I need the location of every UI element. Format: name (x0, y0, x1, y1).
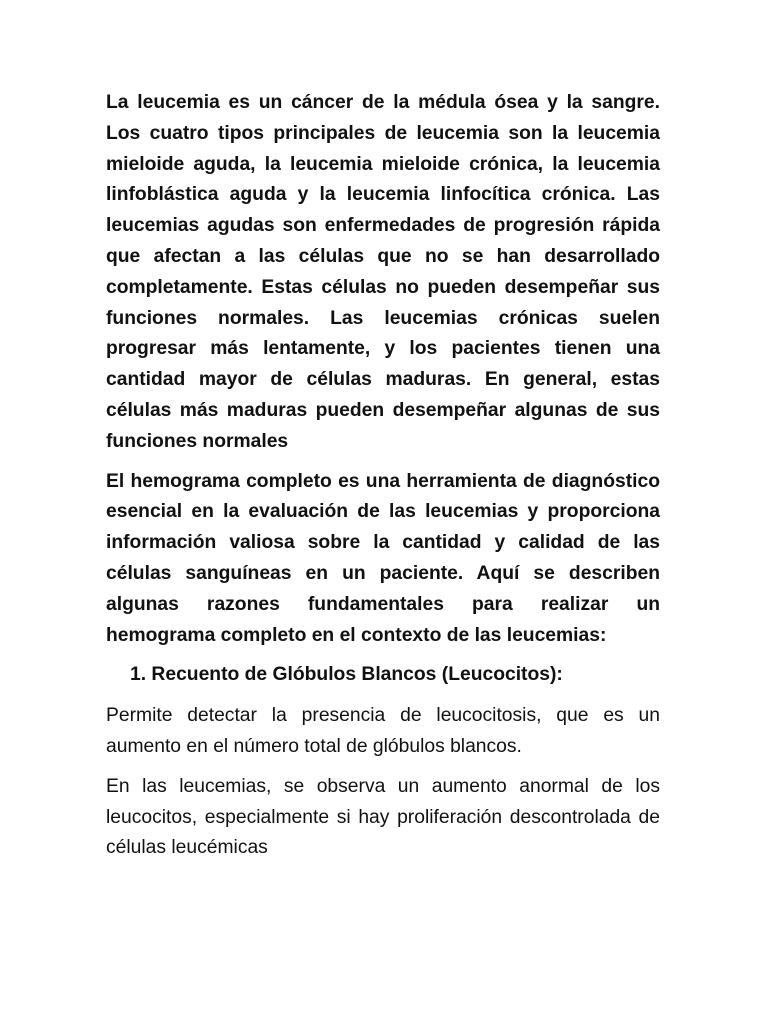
intro-paragraph: La leucemia es un cáncer de la médula ósea y la sangre. Los cuatro tipos principales de leucemia son la leucemia mieloide aguda, la leucemia mieloide crónica, la leucemia linfoblástica aguda y la leucemia linfocítica crónica. Las leucemias agudas son enfermedades de progresión rápida que afectan a las células que no se han desarrollado completamente. Estas células no pueden desempeñar sus funciones normales. Las leucemias crónicas suelen progresar más lentamente, y los pacientes tienen una cantidad mayor de células maduras. En general, estas células más maduras pueden desempeñar algunas de sus funciones normales (106, 92, 660, 452)
leukemia-leukocytes-paragraph: En las leucemias, se observa un aumento anormal de los leucocitos, especialmente si hay proliferación descontrolada de células leucémicas (106, 775, 660, 859)
document-page (106, 88, 660, 864)
hemogram-paragraph: El hemograma completo es una herramienta de diagnóstico esencial en la evaluación de las leucemias y proporciona información valiosa sobre la cantidad y calidad de las células sanguíneas en un paciente. Aquí se describen algunas razones fundamentales para realizar un hemograma completo en el contexto de las leucemias: (106, 470, 660, 646)
leukocytosis-paragraph: Permite detectar la presencia de leucocitosis, que es un aumento en el número total de glóbulos blancos. (106, 705, 660, 757)
numbered-list-item: 1. Recuento de Glóbulos Blancos (Leucocitos): (130, 664, 563, 686)
